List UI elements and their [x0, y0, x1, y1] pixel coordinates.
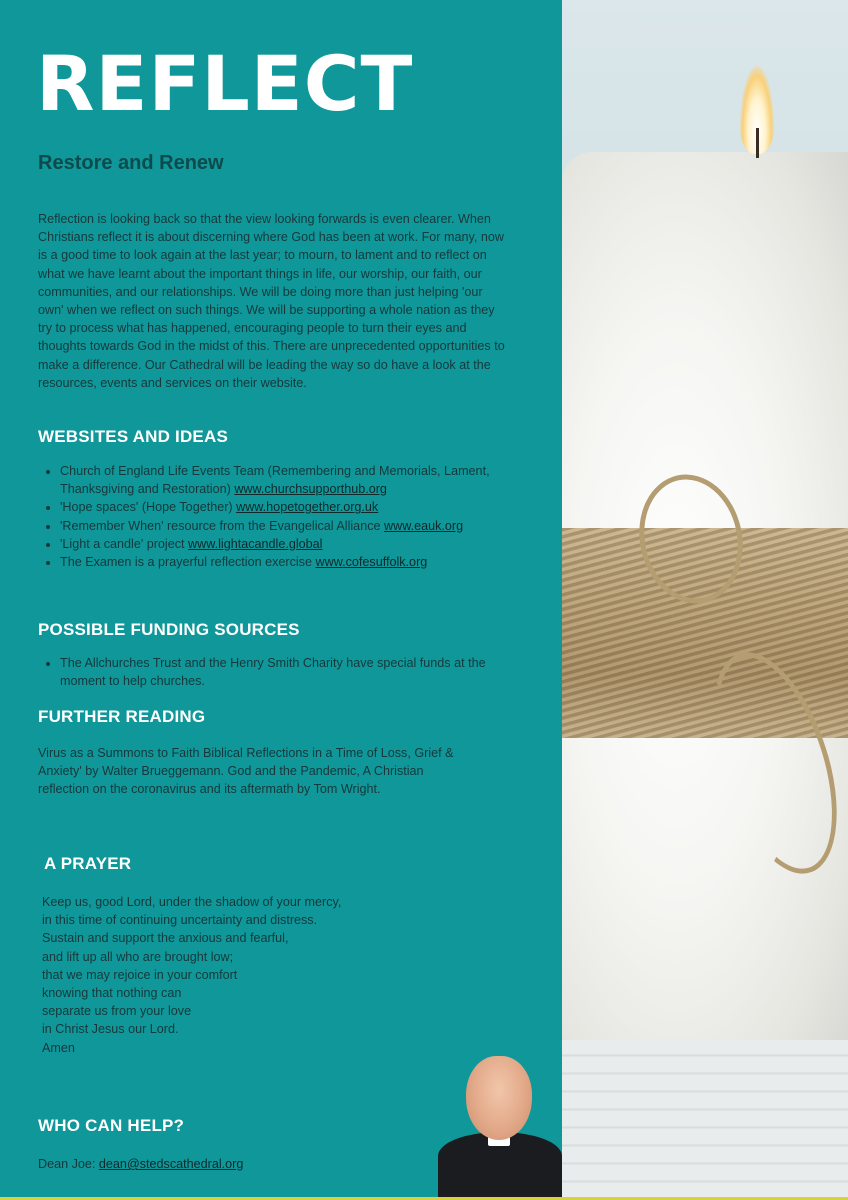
list-item: • The Allchurches Trust and the Henry Smith Charity have special funds at the moment to help churches.	[60, 654, 520, 690]
cofesuffolk-link[interactable]: www.cofesuffolk.org	[315, 555, 428, 570]
reading-heading: FURTHER READING	[38, 707, 206, 726]
list-item-text: 'Hope spaces' (Hope Together)	[60, 500, 237, 515]
prayer-line: in this time of continuing uncertainty and distress.	[42, 913, 318, 928]
prayer-line: in Christ Jesus our Lord.	[42, 1022, 179, 1037]
list-item	[60, 535, 520, 553]
email-link[interactable]: dean@stedscathedral.org	[98, 1157, 244, 1171]
prayer-line: Sustain and support the anxious and fearful,	[42, 931, 289, 946]
churchsupporthub-link[interactable]: www.churchsupporthub.org	[234, 482, 387, 497]
list-item	[60, 498, 520, 516]
candle-photo	[562, 0, 848, 1200]
list-item	[60, 553, 520, 571]
list-item-text: Church of England Life Events Team (Remembering and Memorials, Lament, Thanksgiving and Restoration)	[60, 464, 490, 497]
prayer-line: separate us from your love	[42, 1004, 192, 1019]
prayer-text	[42, 893, 402, 1057]
prayer-line: that we may rejoice in your comfort	[42, 967, 238, 982]
prayer-line: Keep us, good Lord, under the shadow of your mercy,	[42, 895, 342, 909]
prayer-line: and lift up all who are brought low;	[42, 949, 234, 964]
wooden-table	[562, 1040, 848, 1200]
prayer-line: knowing that nothing can	[42, 986, 182, 1001]
wick-shape	[756, 128, 759, 158]
page-subtitle: Restore and Renew	[38, 152, 224, 174]
help-heading: WHO CAN HELP?	[38, 1116, 185, 1135]
contact-label: Dean Joe:	[38, 1157, 99, 1171]
eauk-link[interactable]: www.eauk.org	[384, 518, 464, 533]
funding-heading: POSSIBLE FUNDING SOURCES	[38, 620, 300, 639]
hopetogether-link[interactable]: www.hopetogether.org.uk	[236, 500, 379, 515]
list-item-text: 'Remember When' resource from the Evangelical Alliance	[60, 518, 384, 533]
websites-heading: WEBSITES AND IDEAS	[38, 427, 228, 446]
list-item-text: The Examen is a prayerful reflection exercise	[60, 555, 316, 570]
list-item	[60, 462, 520, 498]
reading-paragraph: Virus as a Summons to Faith Biblical Reflections in a Time of Loss, Grief & Anxiety' by Walter Brueggemann. God and the Pandemic, A Christian reflection on the coronavirus and its aftermath by Tom Wright.	[38, 746, 454, 797]
avatar	[438, 1046, 562, 1200]
lightacandle-link[interactable]: www.lightacandle.global	[188, 536, 323, 551]
prayer-heading: A PRAYER	[44, 854, 132, 873]
websites-list	[38, 462, 520, 571]
prayer-line: Amen	[42, 1040, 75, 1055]
page-title: REFLECT	[36, 39, 414, 128]
avatar-head	[466, 1056, 532, 1140]
funding-list	[38, 654, 520, 690]
list-item-text: 'Light a candle' project	[60, 536, 189, 551]
list-item	[60, 517, 520, 535]
intro-paragraph: Reflection is looking back so that the view looking forwards is even clearer. When Christians reflect it is about discerning where God has been at work. For many, now is a good time to look again at the last year; to mourn, to lament and to reflect on what we have learnt about the important things in life, our worship, our faith, our communities, and our relationships. We will be doing more than just helping 'our own' when we reflect on such things. We will be supporting a whole nation as they try to process what has happened, encouraging people to turn their eyes and thoughts towards God in the midst of this. There are unprecedented opportunities to make a difference. Our Cathedral will be leading the way so do have a look at the resources, events and services on their website.	[38, 212, 505, 390]
help-contact	[38, 1155, 418, 1173]
